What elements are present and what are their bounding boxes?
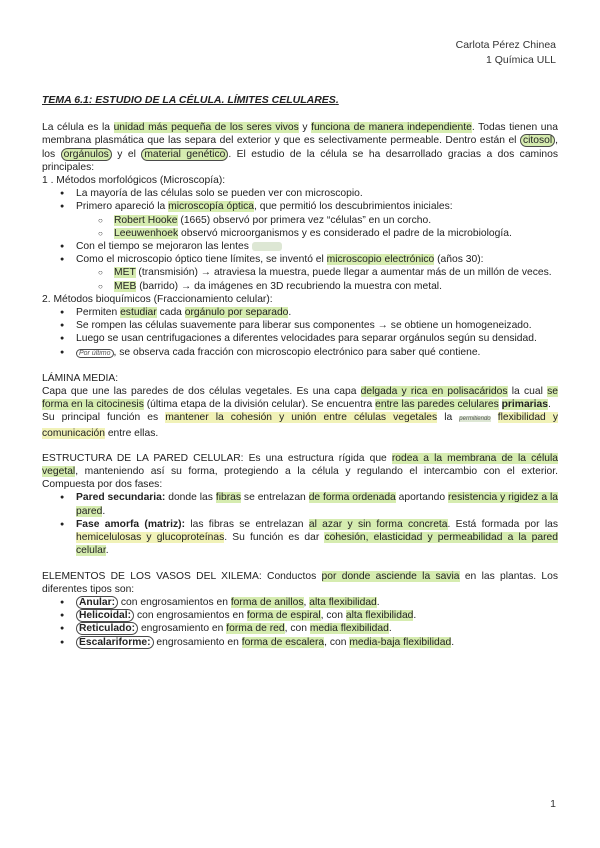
list-item: ● Pared secundaria: donde las fibras se entrelazan de forma ordenada aportando resistencia y rigidez a la pared. bbox=[42, 491, 558, 517]
xylem-intro: ELEMENTOS DE LOS VASOS DEL XILEMA: Conductos por donde asciende la savia en las plantas. Los diferentes tipos son: bbox=[42, 570, 559, 595]
list-item: ● Como el microscopio óptico tiene límites, se inventó el microscopio electrónico (años 30): bbox=[42, 253, 558, 266]
cell-wall-section bbox=[42, 452, 558, 558]
intro-paragraph: La célula es la unidad más pequeña de los seres vivos y funciona de manera independiente. Todas tienen una membrana plasmática que las separa del exterior y que es selectivamente permeable. Dentro están el citosol , los orgánulos y el material genético . El estudio de la célula se ha desarrollado gracias a dos caminos principales: bbox=[42, 122, 559, 173]
list-item: ● Escalariforme: engrosamiento en forma de escalera, con media-baja flexibilidad. bbox=[42, 636, 558, 649]
list-item: ● La mayoría de las células solo se pueden ver con microscopio. bbox=[42, 187, 558, 200]
sub-list-item: ○ Robert Hooke (1665) observó por primera vez “células” en un corcho. bbox=[42, 214, 558, 227]
list-item: ● Con el tiempo se mejoraron las lentes bbox=[42, 240, 558, 253]
author-name: Carlota Pérez Chinea bbox=[455, 39, 556, 51]
document-title: TEMA 6.1: ESTUDIO DE LA CÉLULA. LÍMITES CELULARES. bbox=[42, 94, 339, 106]
lamina-media-heading: LÁMINA MEDIA: bbox=[42, 372, 119, 384]
sub-list-item: ○ MEB (barrido) → da imágenes en 3D recubriendo la muestra con metal. bbox=[42, 280, 558, 293]
list-item: ● Primero apareció la microscopía óptica, que permitió los descubrimientos iniciales: bbox=[42, 200, 558, 213]
handwritten-scribble bbox=[252, 242, 282, 251]
lamina-media-paragraph-1: Capa que une las paredes de dos células vegetales. Es una capa delgada y rica en polisacáridos la cual se forma en la citocinesis (última etapa de la división celular). Se encuentra entre las paredes celulares primarias. bbox=[42, 386, 558, 411]
list-item: ● Se rompen las células suavemente para liberar sus componentes → se obtiene un homogeneizado. bbox=[42, 319, 558, 332]
sub-list-item: ○ Leeuwenhoek observó microorganismos y es considerado el padre de la microbiología. bbox=[42, 227, 558, 240]
morphological-methods-list bbox=[42, 187, 558, 293]
list-item: ● Permiten estudiar cada orgánulo por separado. bbox=[42, 306, 558, 319]
list-item: ● Helicoidal: con engrosamientos en forma de espiral, con alta flexibilidad. bbox=[42, 609, 558, 622]
list-item: ● Fase amorfa (matriz): las fibras se entrelazan al azar y sin forma concreta. Está formada por las hemicelulosas y glucoproteínas. Su función es dar cohesión, elasticidad y permeabilidad a la pared celular. bbox=[42, 518, 558, 558]
list-item: ● Por último , se observa cada fracción con microscopio electrónico para saber qué contiene. bbox=[42, 346, 558, 360]
document-body bbox=[42, 94, 558, 649]
xylem-section bbox=[42, 570, 558, 649]
lamina-media-paragraph-2: Su principal función es mantener la cohesión y unión entre células vegetales la permitiendo flexibilidad y comunicación entre ellas. bbox=[42, 412, 558, 439]
list-item: ● Luego se usan centrifugaciones a diferentes velocidades para separar orgánulos según su densidad. bbox=[42, 332, 558, 345]
list-item: ● Reticulado: engrosamiento en forma de red, con media flexibilidad. bbox=[42, 622, 558, 635]
cell-wall-phases-list bbox=[42, 491, 558, 557]
biochemical-methods-heading: 2. Métodos bioquímicos (Fraccionamiento celular): bbox=[42, 293, 273, 305]
cell-wall-intro: ESTRUCTURA DE LA PARED CELULAR: Es una estructura rígida que rodea a la membrana de la célula vegetal, manteniendo así su forma, protegiendo a la célula y regulando el intercambio con el exterior. Compuesta por dos fases: bbox=[42, 452, 558, 491]
course-name: 1 Química ULL bbox=[485, 54, 556, 66]
handwritten-note: permitiendo bbox=[459, 416, 491, 423]
page-number: 1 bbox=[550, 798, 556, 810]
lamina-media-section bbox=[42, 372, 558, 440]
page-header bbox=[456, 38, 556, 68]
list-item: ● Anular: con engrosamientos en forma de anillos, alta flexibilidad. bbox=[42, 596, 558, 609]
sub-list-item: ○ MET (transmisión) → atraviesa la muestra, puede llegar a aumentar más de un millón de veces. bbox=[42, 266, 558, 279]
handwritten-note: Por último bbox=[76, 349, 114, 358]
biochemical-methods-list bbox=[42, 306, 558, 360]
xylem-types-list bbox=[42, 596, 558, 649]
morphological-methods-heading: 1 . Métodos morfológicos (Microscopía): bbox=[42, 175, 226, 187]
